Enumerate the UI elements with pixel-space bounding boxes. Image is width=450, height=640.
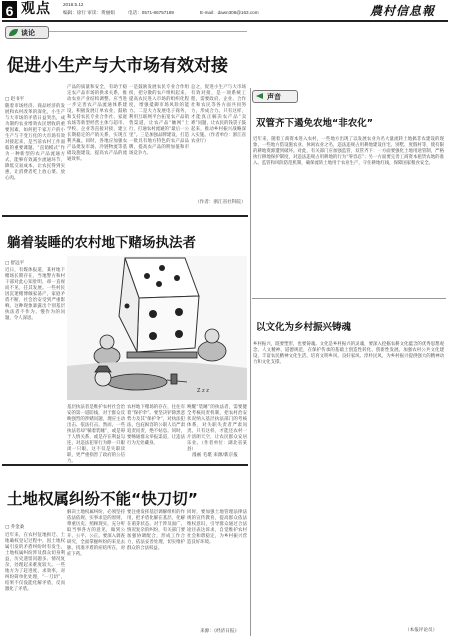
article2-column-3: 农村地下赌场的存在，往往有着“保护伞”。要坚决铲除黑恶势力及其“保护伞”，对执法犯法、包庇纵容的公职人员严肃追责问责，绝不姑息。同时，要畅通群众举报渠道，让违法行为无处藏身。 — [127, 405, 185, 446]
sidebar-signature: （本报评论员） — [405, 628, 438, 633]
leaf-icon — [9, 29, 18, 36]
article1-byline: □ 赵书平 — [5, 97, 25, 102]
sidebar-piece2-title: 以文化为乡村振兴铸魂 — [256, 322, 352, 333]
article3-column-3: 要注重发挥基层调解组织的作用，把矛盾化解在基层、化解在萌芽状态。对于涉及面广、情况复杂的纠纷，有关部门要加强协调配合，形成工作合力，依法妥善处理，切实维护群众的合法权益。 — [127, 510, 185, 551]
masthead: 農村信息報 — [370, 4, 436, 18]
svg-text:Z z z: Z z z — [197, 388, 209, 394]
article2-column-4: 唤醒“装睡”的执法者，需要健全考核问责机制，把农村治安状况纳入基层执法部门的考核体系，对失职失责者严肃问责。只有这样，才能还农村一片清朗天空，让农民群众安居乐业。（作者单位：湖北省某县） — [187, 405, 247, 452]
editor-line: 编辑：徐行 审读：黄丽娟 — [63, 10, 115, 15]
page-number: 6 — [5, 3, 14, 19]
column-tag-box — [5, 26, 49, 39]
article1-bottom-rule — [2, 215, 248, 217]
column-tag-rule — [49, 31, 247, 32]
sidebar-tag — [252, 90, 298, 103]
section-title: 观点 — [21, 1, 51, 17]
issue-date: 2018.5.12 — [63, 2, 84, 7]
article3-column-1: 近年来，在农村征地拆迁、土地确权登记过程中，因土地权属引发的矛盾纠纷时有发生。土地权属纠纷涉及群众切身利益，历史遗留问题多、情况复杂，处理起来难度较大。一些地方为了赶进度、求效率，对纠纷简单化处理，“一刀切”，结果不仅没能化解矛盾，反而激化了矛盾。 — [5, 533, 65, 592]
article3-column-2: 解决土地权属纠纷，必须坚持依法依规、实事求是的原则，尊重历史、照顾现实，充分听取当事各方的意见，做到公开、公平、公正。要深入调查研究，全面掌握纠纷的来龙去脉，找准矛盾的症结所在，对症下药。 — [67, 510, 125, 557]
sidebar-tag-label: 声音 — [267, 94, 281, 101]
article2-column-1: 近日，有媒体报道，某村地下赌场长期存在，当地警方和村干部对此心知肚明，却一直视而不见，任其发展。一些村民因沉迷赌博倾家荡产，家庭矛盾不断，社会治安受到严重影响。这种现象暴露出个别基层执法者不作为、慢作为的问题，令人深思。 — [5, 268, 65, 321]
email-line: E-mail：dawn306@163.com — [200, 10, 259, 15]
article1-title: 促进小生产与大市场有效对接 — [7, 56, 228, 76]
article3-title: 土地权属纠纷不能“快刀切” — [7, 490, 198, 508]
article1-column-4: 总之，促进小生产与大市场有效对接，是一项系统工程，需要政府、企业、合作社和农民等各方面共同努力，形成合力。只有这样，才能真正解决农产品“卖难”问题，让农民的钱袋子鼓起来，推动乡村振兴战略深入实施。（作者单位：浙江省农业厅） — [191, 85, 246, 144]
sidebar-piece2-text: 乡村振兴，既要塑形，也要铸魂。文化是乡村振兴的灵魂，要深入挖掘农耕文化蕴含的优秀思想观念、人文精神、道德规范，在保护传承的基础上创造性转化、创新性发展。加强农村公共文化建设，丰富农民精神文化生活，培育文明乡风、良好家风、淳朴民风，为乡村振兴提供强大的精神动力和文化支撑。 — [253, 342, 444, 365]
page-number-box — [2, 1, 17, 18]
article3-byline: □ 乔金桑 — [5, 525, 25, 530]
dice-icon — [119, 258, 199, 352]
article3-signature: 来源：《经济日报》 — [200, 629, 240, 634]
article1-column-1: 随着市场经济、商品经济的发展和农村改革的深化，小生产与大市场的矛盾日益突出，成为制约农业增效农民增收的重要因素，如何把千家万户的小生产与千变万化的大市场有效对接起来，是当前农村工作面临的重要课题。“直销模式”作为一种新型的农产品流通方式，能够有效减少流通环节，降低交易成本，让农民得到实惠，让消费者吃上放心菜、放心肉。 — [5, 104, 65, 181]
article1-author-note: （作者：浙江省社科院） — [195, 200, 246, 205]
sidebar-piece1-rule — [252, 298, 446, 299]
article2-column-2: 基层执法者是维护农村社会治安的第一道防线，对于群众反映强烈的涉赌问题，理应主动出击、依法打击。然而，一些执法者却“躺着装睡”，或是碍于人情关系，或是存在利益勾连，对违法犯罪行为睁一只眼闭一只眼。这不仅是失职渎职，更严重损害了政府的公信力。 — [67, 405, 125, 464]
article1-column-2: 产品的质量和安全，有助于稳定农产品市场的供求关系，推动农业产业结构调整。应当进一步完善农产品流通体系建设，积极发展订单农业，鼓励和支持农民专业合作社、家庭农场等新型经营主体与超市、学校、企业等直接对接，建立长期稳定的产销关系，实现互利共赢。同时，各地应加强农产品批发市场、冷链物流等基础设施建设，提高农产品的流通效率。 — [67, 85, 127, 162]
sidebar-piece1-text: 近年来，随着工商资本进入农村，一些地方出现了以发展农业为名大量流转土地搞非农建设的现象，一些地方借设施农业、休闲农业之名，违法违规占用耕地建设住宅、别墅、度假村等，使有限的耕地资源遭到破坏。对此，有关部门应加强监管，双管齐下：一方面要强化土地用途管制，严格执行耕地保护制度，对违法违规占用耕地的行为“零容忍”；另一方面要完善工商资本租赁农地的准入、监管和风险防范机制，确保流转土地用于农业生产，守住耕地红线，保障国家粮食安全。 — [253, 137, 444, 166]
cartoon-illustration — [67, 256, 247, 400]
sidebar-piece1-title: 双管齐下遏免农地“非农化” — [256, 118, 373, 129]
article3-column-4: 同时，要加强土地管理法律法规的宣传教育，提高群众依法维权意识，引导群众通过合法途径表达诉求，自觉维护农村社会和谐稳定，为乡村振兴营造良好环境。 — [187, 510, 247, 545]
article2-credit: 漫画 毛堪 来源/新京报 — [192, 453, 238, 458]
column-tag-label: 谈论 — [21, 30, 35, 37]
article2-byline: □ 舒远平 — [5, 261, 25, 266]
header-rule — [2, 20, 448, 22]
article2-bottom-rule — [2, 464, 248, 466]
phone-line: 电话：0571-86757189 — [128, 10, 174, 15]
megaphone-icon — [256, 93, 263, 99]
article1-column-3: 一是鼓励发展农民专业合作组织，把分散的农户组织起来，提高农民进入市场的组织化程度，增强抵御市场风险的能力。二是大力发展电子商务，利用互联网平台拓宽农产品销售渠道，让农产品“触网”上行，打通农村流通的“最后一公里”。三是加强品牌建设，打造一批具有地方特色的农产品品牌，提高农产品的附加值和市场竞争力。 — [129, 85, 189, 156]
article2-title: 躺着装睡的农村地下赌场执法者 — [7, 235, 196, 251]
